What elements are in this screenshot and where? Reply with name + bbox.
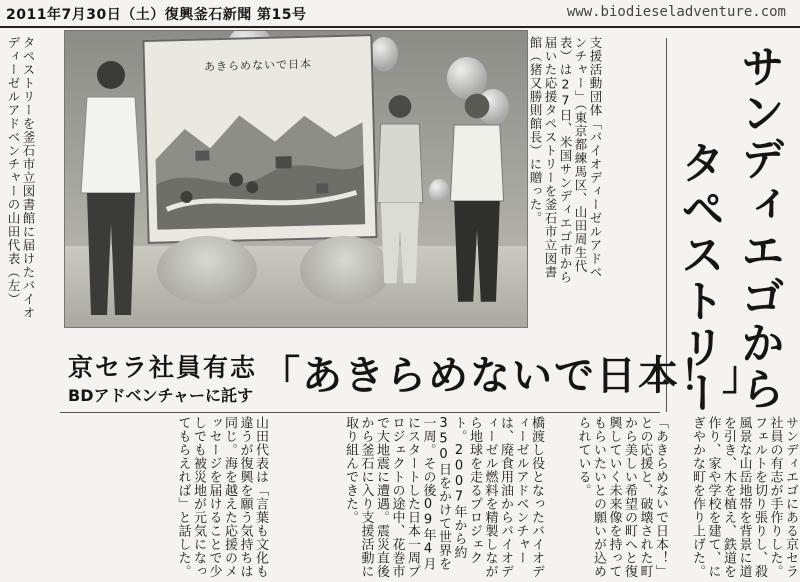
masthead	[0, 0, 800, 26]
body-paragraph-1: サンディエゴにある京セラ社員の有志が手作りした。フェルトを切り張りし、殺風景な山岳地帯を背景に道を引き、木を植え、鉄道を作り、家や学校を建て、にぎやかな町を作り上げた。	[690, 416, 798, 578]
person-librarian	[439, 85, 515, 317]
person-center	[365, 79, 435, 309]
body-paragraph-4: 山田代表は「言葉も文化も違うが復興を願う気持ちは同じ。海を越えた応援のメッセージを届けることで少しでも被災地が元気になってもらえれば」と話した。	[175, 416, 268, 578]
stool	[157, 236, 257, 304]
subhead-rule	[60, 412, 660, 413]
site-url: www.biodieseladventure.com	[566, 4, 786, 20]
lead-caption: 支援活動団体「バイオディーゼルアドベンチャー」（東京都練馬区、山田周生代表）は27日、米国サンディエゴ市から届いた応援タペストリーを釜石市立図書館（猪又勝則館長）に贈った。	[528, 36, 603, 284]
tapestry	[142, 34, 377, 244]
photo-caption: タペストリーを釜石市立図書館に届けたバイオディーゼルアドベンチャーの山田代表（左）	[6, 36, 36, 320]
person-yamada	[71, 53, 151, 323]
headline-line-1: サンディエゴから	[733, 44, 784, 412]
tapestry-landscape	[154, 84, 366, 229]
balloon-decoration	[370, 37, 398, 71]
tapestry-title: あきらめないで日本	[203, 57, 313, 74]
subhead-entrusted: BDアドベンチャーに託す	[68, 386, 253, 405]
issue-line: 2011年7月30日（土）復興釜石新聞 第15号	[6, 7, 307, 23]
masthead-rule	[0, 26, 800, 28]
news-photo	[64, 30, 528, 328]
headline-line-2: タペストリー	[673, 140, 724, 416]
main-headline: 「あきらめないで日本！」	[260, 352, 764, 399]
body-paragraph-2: 「あきらめないで日本！」との応援と、破壊された町から美しい希望の町へと復興していく未来像を持ってもらいたいとの願いが込められている。	[575, 416, 668, 578]
subhead-kyocera: 京セラ社員有志	[68, 353, 258, 382]
body-paragraph-3: 橋渡し役となったバイオディーゼルアドベンチャーは、廃食用油からバイオディーゼル燃料を精製しながら地球を走るプロジェクト。2007年から約350日をかけて世界を一周。その後09年4月にスタートした日本一周プロジェクトの途中、花巻市で大地震に遭遇。震災直後から釜石に入り支援活動に取り組んできた。	[343, 416, 544, 578]
